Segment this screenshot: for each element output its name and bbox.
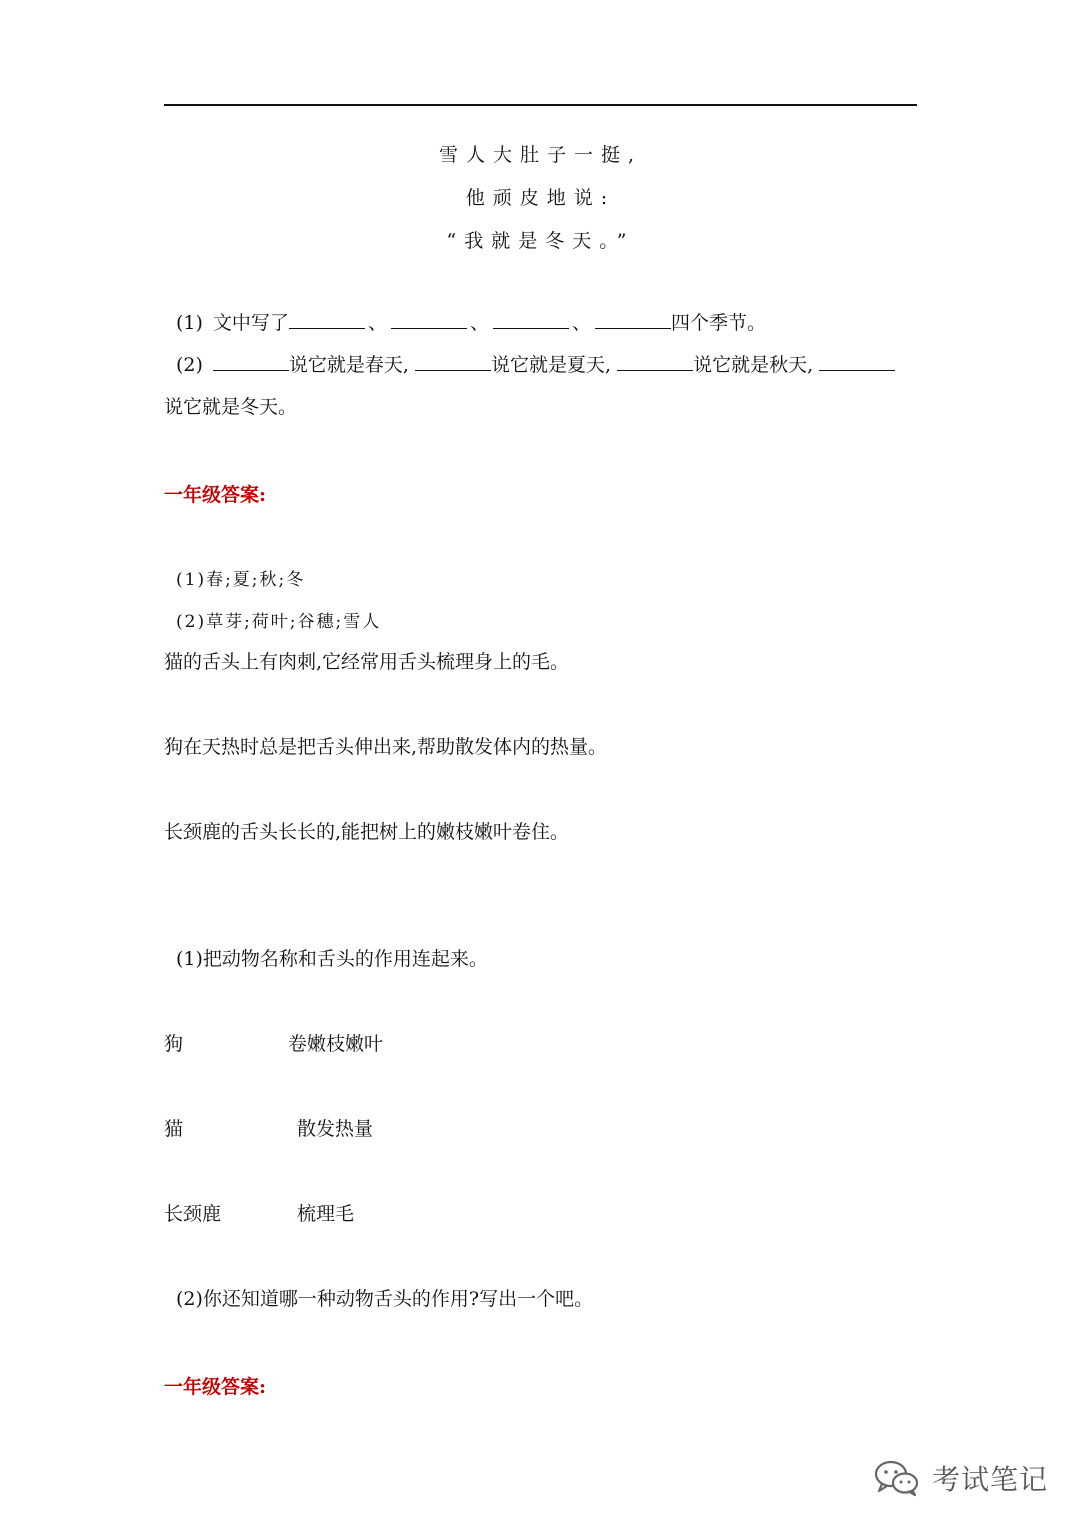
matching-function[interactable]: 散发热量 — [297, 1118, 374, 1140]
wechat-icon — [872, 1458, 922, 1498]
answer-blank[interactable] — [415, 352, 491, 371]
poem-line-1: 雪人大肚子一挺, — [438, 144, 643, 166]
question-2-continued: 说它就是冬天。 — [164, 396, 298, 418]
question-text: 说它就是春天, — [288, 354, 409, 376]
question-2 — [176, 352, 895, 378]
matching-animal[interactable]: 狗 — [164, 1033, 184, 1055]
question-1 — [176, 310, 766, 336]
separator: 、 — [571, 312, 591, 334]
question-4: (2)你还知道哪一种动物舌头的作用?写出一个吧。 — [176, 1288, 594, 1310]
answer-blank[interactable] — [493, 310, 569, 329]
question-text: 文中写了 — [212, 312, 289, 334]
header-rule — [164, 104, 917, 106]
question-text: 四个季节。 — [670, 312, 766, 334]
passage-paragraph-1: 猫的舌头上有肉刺,它经常用舌头梳理身上的毛。 — [164, 651, 570, 673]
poem-line-3: “我就是冬天。” — [446, 230, 635, 252]
watermark-text: 考试笔记 — [932, 1463, 1049, 1496]
answer-blank[interactable] — [391, 310, 467, 329]
question-3: (1)把动物名称和舌头的作用连起来。 — [176, 948, 488, 970]
separator: 、 — [367, 312, 387, 334]
question-number: (1) — [176, 312, 203, 334]
watermark — [872, 1458, 1048, 1498]
poem-line-2: 他顽皮地说: — [465, 187, 616, 209]
matching-animal[interactable]: 猫 — [164, 1118, 184, 1140]
separator: 、 — [469, 312, 489, 334]
answer-blank[interactable] — [819, 352, 895, 371]
question-text: 说它就是夏天, — [491, 354, 612, 376]
answer-blank[interactable] — [289, 310, 365, 329]
answer-line-2: (2)草芽;荷叶;谷穗;雪人 — [176, 612, 382, 632]
answer-heading-2: 一年级答案: — [164, 1376, 267, 1398]
answer-blank[interactable] — [213, 352, 289, 371]
question-number: (2) — [176, 354, 203, 376]
matching-function[interactable]: 卷嫩枝嫩叶 — [288, 1033, 384, 1055]
matching-function[interactable]: 梳理毛 — [297, 1203, 355, 1225]
passage-paragraph-2: 狗在天热时总是把舌头伸出来,帮助散发体内的热量。 — [164, 736, 608, 758]
answer-line-1: (1)春;夏;秋;冬 — [176, 570, 306, 590]
answer-blank[interactable] — [595, 310, 671, 329]
question-text: 说它就是秋天, — [693, 354, 814, 376]
answer-blank[interactable] — [617, 352, 693, 371]
passage-paragraph-3: 长颈鹿的舌头长长的,能把树上的嫩枝嫩叶卷住。 — [164, 821, 570, 843]
matching-animal[interactable]: 长颈鹿 — [164, 1203, 222, 1225]
answer-heading: 一年级答案: — [164, 484, 267, 506]
